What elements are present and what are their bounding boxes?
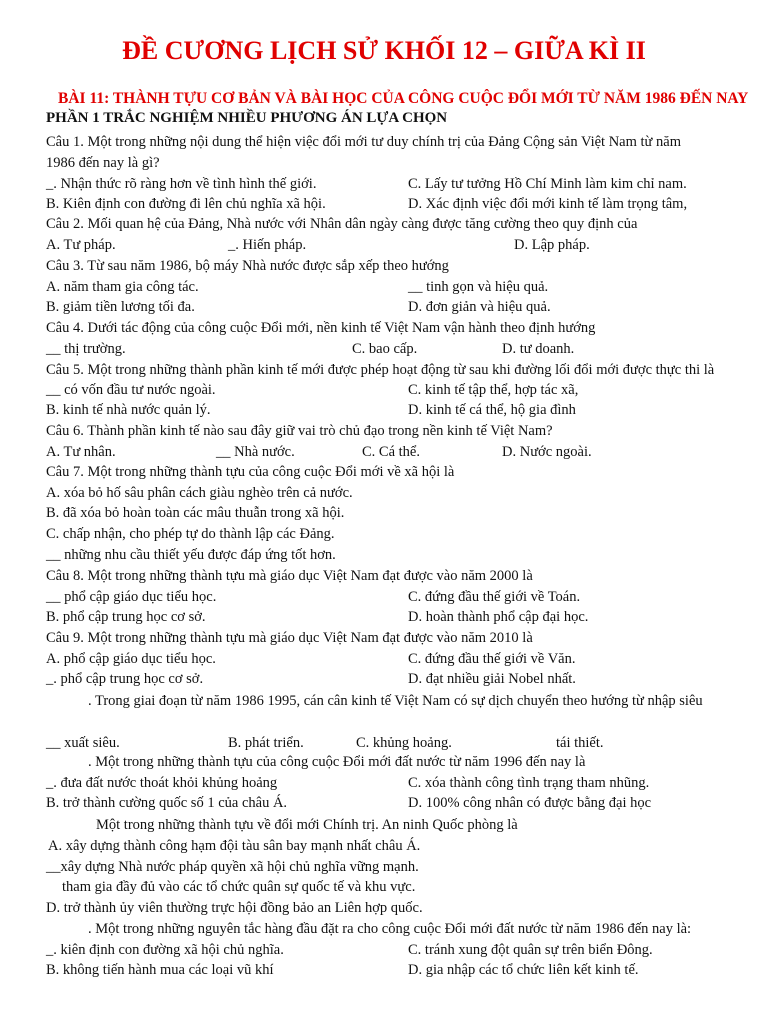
question-6-option: __ Nhà nước.: [216, 444, 295, 460]
question-11-option: _. đưa đất nước thoát khỏi khủng hoảng: [46, 775, 278, 791]
question-5-option: C. kinh tế tập thể, hợp tác xã,: [408, 382, 579, 398]
question-4-option: D. tư doanh.: [502, 341, 575, 357]
question-7-option: __ những nhu cầu thiết yếu được đáp ứng tốt hơn.: [46, 547, 336, 563]
question-9-option: A. phổ cập giáo dục tiểu học.: [46, 651, 216, 667]
question-6-stem: Câu 6. Thành phần kinh tế nào sau đây giữ vai trò chủ đạo trong nền kinh tế Việt Nam?: [46, 423, 553, 439]
question-8-stem: Câu 8. Một trong những thành tựu mà giáo dục Việt Nam đạt được vào năm 2000 là: [46, 568, 533, 584]
question-9-option: C. đứng đầu thế giới về Văn.: [408, 651, 576, 667]
question-7-stem: Câu 7. Một trong những thành tựu của công cuộc Đổi mới về xã hội là: [46, 464, 455, 480]
question-8-option: __ phổ cập giáo dục tiểu học.: [46, 589, 217, 605]
question-13-option: _. kiên định con đường xã hội chủ nghĩa.: [46, 942, 284, 958]
question-3-option: D. đơn giản và hiệu quả.: [408, 299, 551, 315]
question-11-stem: . Một trong những thành tựu của công cuộc Đổi mới đất nước từ năm 1996 đến nay là: [88, 754, 586, 770]
question-10-stem: . Trong giai đoạn từ năm 1986 1995, cán cân kinh tế Việt Nam có sự dịch chuyển theo hướng từ nhập siêu: [88, 693, 703, 709]
question-10-option: __ xuất siêu.: [46, 735, 120, 751]
question-2-option: D. Lập pháp.: [514, 237, 590, 253]
question-10-option: tái thiết.: [556, 735, 604, 751]
question-13-stem: . Một trong những nguyên tắc hàng đầu đặt ra cho công cuộc Đổi mới đất nước từ năm 1986 đến nay là:: [88, 921, 692, 937]
question-12-option: tham gia đầy đủ vào các tổ chức quân sự quốc tế và khu vực.: [62, 879, 416, 895]
question-6-option: A. Tư nhân.: [46, 444, 116, 460]
question-5-option: D. kinh tế cá thể, hộ gia đình: [408, 402, 576, 418]
question-2-option: _. Hiến pháp.: [228, 237, 307, 253]
part-heading: PHẦN 1 TRẮC NGHIỆM NHIỀU PHƯƠNG ÁN LỰA CHỌN: [46, 110, 448, 126]
question-4-option: __ thị trường.: [46, 341, 126, 357]
question-12-option: A. xây dựng thành công hạm đội tàu sân bay mạnh nhất châu Á.: [48, 838, 421, 854]
question-1-option: B. Kiên định con đường đi lên chủ nghĩa xã hội.: [46, 196, 326, 212]
question-13-option: D. gia nhập các tổ chức liên kết kinh tế.: [408, 962, 639, 978]
question-9-option: _. phổ cập trung học cơ sở.: [46, 671, 204, 687]
question-4-stem: Câu 4. Dưới tác động của công cuộc Đổi mới, nền kinh tế Việt Nam vận hành theo định hướng: [46, 320, 596, 336]
question-2-stem: Câu 2. Mối quan hệ của Đảng, Nhà nước với Nhân dân ngày càng được tăng cường theo quy định của: [46, 216, 638, 232]
question-4-option: C. bao cấp.: [352, 341, 418, 357]
question-2-option: A. Tư pháp.: [46, 237, 116, 253]
question-1-stem-line-1: Câu 1. Một trong những nội dung thể hiện việc đổi mới tư duy chính trị của Đảng Cộng sản Việt Nam từ năm: [46, 134, 681, 150]
question-13-option: B. không tiến hành mua các loại vũ khí: [46, 962, 274, 978]
question-13-option: C. tránh xung đột quân sự trên biển Đông.: [408, 942, 653, 958]
question-10-option: B. phát triển.: [228, 735, 304, 751]
question-9-stem: Câu 9. Một trong những thành tựu mà giáo dục Việt Nam đạt được vào năm 2010 là: [46, 630, 533, 646]
question-7-option: C. chấp nhận, cho phép tự do thành lập các Đảng.: [46, 526, 335, 542]
question-3-option: B. giảm tiền lương tối đa.: [46, 299, 195, 315]
document-title: ĐỀ CƯƠNG LỊCH SỬ KHỐI 12 – GIỮA KÌ II: [122, 36, 646, 65]
question-6-option: D. Nước ngoài.: [502, 444, 592, 460]
question-8-option: D. hoàn thành phổ cập đại học.: [408, 609, 589, 625]
question-10-option: C. khủng hoảng.: [356, 735, 452, 751]
question-3-option: __ tinh gọn và hiệu quả.: [408, 279, 549, 295]
question-1-option: C. Lấy tư tưởng Hồ Chí Minh làm kim chỉ nam.: [408, 176, 687, 192]
question-11-option: D. 100% công nhân có được bằng đại học: [408, 795, 652, 811]
question-3-option: A. năm tham gia công tác.: [46, 279, 199, 295]
question-3-stem: Câu 3. Từ sau năm 1986, bộ máy Nhà nước được sắp xếp theo hướng: [46, 258, 449, 274]
question-11-option: B. trở thành cường quốc số 1 của châu Á.: [46, 795, 288, 811]
question-7-option: B. đã xóa bỏ hoàn toàn các mâu thuẫn trong xã hội.: [46, 505, 345, 521]
question-1-option: D. Xác định việc đổi mới kinh tế làm trọng tâm,: [408, 196, 688, 212]
question-1-stem-line-2: 1986 đến nay là gì?: [46, 155, 160, 171]
question-12-option: D. trở thành ủy viên thường trực hội đồng bảo an Liên hợp quốc.: [46, 900, 423, 916]
question-8-option: C. đứng đầu thế giới về Toán.: [408, 589, 581, 605]
question-7-option: A. xóa bỏ hố sâu phân cách giàu nghèo trên cả nước.: [46, 485, 353, 501]
question-5-stem: Câu 5. Một trong những thành phần kinh tế mới được phép hoạt động từ sau khi đường lối đổi mới được thực thi là: [46, 362, 715, 378]
question-12-stem: Một trong những thành tựu về đổi mới Chính trị. An ninh Quốc phòng là: [96, 817, 518, 833]
question-8-option: B. phổ cập trung học cơ sở.: [46, 609, 206, 625]
question-11-option: C. xóa thành công tình trạng tham nhũng.: [408, 775, 650, 791]
question-5-option: B. kinh tế nhà nước quản lý.: [46, 402, 211, 418]
question-5-option: __ có vốn đầu tư nước ngoài.: [46, 382, 216, 398]
question-6-option: C. Cá thể.: [362, 444, 420, 460]
question-9-option: D. đạt nhiều giải Nobel nhất.: [408, 671, 576, 687]
question-1-option: _. Nhận thức rõ ràng hơn về tình hình thế giới.: [46, 176, 317, 192]
question-12-option: __xây dựng Nhà nước pháp quyền xã hội chủ nghĩa vững mạnh.: [46, 859, 419, 875]
lesson-heading: BÀI 11: THÀNH TỰU CƠ BẢN VÀ BÀI HỌC CỦA CÔNG CUỘC ĐỔI MỚI TỪ NĂM 1986 ĐẾN NAY: [58, 90, 749, 107]
